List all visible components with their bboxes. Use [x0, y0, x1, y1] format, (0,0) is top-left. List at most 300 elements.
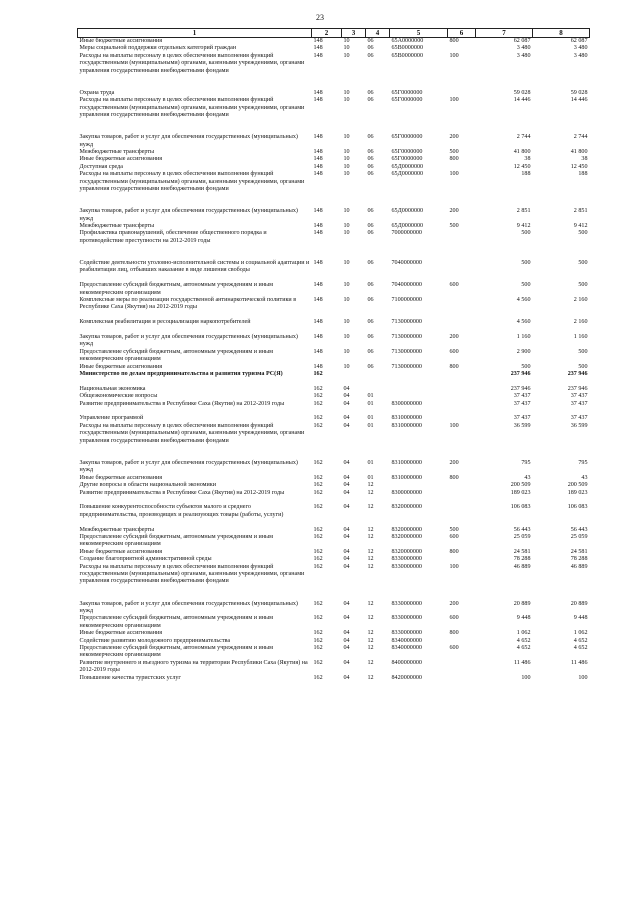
section-cell: 04	[343, 422, 350, 429]
amount-cell: 9 412	[516, 223, 531, 230]
admin-code-cell: 162	[313, 474, 323, 481]
expense-type-cell: 500	[449, 223, 459, 230]
subsection-cell: 06	[367, 171, 374, 178]
amount-cell: 9 448	[516, 615, 531, 622]
amount-cell: 237 946	[567, 371, 588, 378]
amount-cell: 4 560	[516, 319, 531, 326]
target-article-cell: 8330000000	[391, 556, 422, 563]
amount-cell: 237 946	[510, 385, 531, 392]
admin-code-cell: 148	[313, 156, 323, 163]
expense-type-cell	[448, 260, 476, 282]
expense-type-cell: 600	[449, 348, 459, 355]
target-article-cell: 8320000000	[391, 533, 422, 540]
column-header: 3	[342, 29, 366, 38]
section-cell: 10	[343, 297, 350, 304]
row-name-cell: Межбюджетные трансферты	[79, 223, 155, 230]
amount-cell: 2 160	[573, 319, 588, 326]
row-name-cell: Другие вопросы в области национальной экономики	[79, 482, 216, 489]
amount-cell: 59 028	[513, 89, 531, 96]
subsection-cell: 06	[367, 149, 374, 156]
table-row	[78, 630, 590, 637]
amount-cell: 237 946	[510, 371, 531, 378]
amount-cell: 795	[521, 459, 531, 466]
subsection-cell	[366, 386, 390, 393]
row-name-cell: Закупка товаров, работ и услуг для обеспечения государственных (муниципальных) нужд	[79, 459, 298, 474]
subsection-cell: 12	[367, 659, 374, 666]
row-name-cell: Меры социальной поддержки отдельных категорий граждан	[79, 45, 237, 52]
admin-code-cell: 148	[313, 208, 323, 215]
target-article-cell	[390, 371, 448, 386]
row-name-cell: Национальная экономика	[79, 385, 146, 392]
table-row	[78, 45, 590, 52]
amount-cell: 1 160	[516, 334, 531, 341]
amount-cell: 37 437	[570, 393, 588, 400]
section-cell: 10	[343, 38, 350, 44]
table-row	[78, 645, 590, 660]
table-row	[78, 415, 590, 422]
table-row	[78, 282, 590, 297]
row-name-cell: Закупка товаров, работ и услуг для обеспечения государственных (муниципальных) нужд	[79, 208, 298, 222]
amount-cell: 37 437	[513, 393, 531, 400]
subsection-cell: 01	[367, 415, 374, 422]
subsection-cell: 06	[367, 223, 374, 230]
section-cell: 10	[343, 45, 350, 52]
expense-type-cell: 200	[449, 134, 459, 141]
expense-type-cell: 600	[449, 615, 459, 622]
target-article-cell: 7130000000	[391, 348, 422, 355]
section-cell: 04	[343, 474, 350, 481]
row-name-cell: Закупка товаров, работ и услуг для обеспечения государственных (муниципальных) нужд	[79, 334, 298, 348]
budget-table	[77, 28, 590, 682]
amount-cell: 2 900	[516, 348, 531, 355]
amount-cell: 189 023	[510, 489, 531, 496]
amount-cell: 4 652	[573, 644, 588, 651]
admin-code-cell: 148	[313, 97, 323, 104]
row-name-cell: Предоставление субсидий бюджетным, автономным учреждениям и иным некоммерческим организациям	[79, 282, 273, 296]
subsection-cell: 01	[367, 393, 374, 400]
amount-cell: 3 480	[516, 45, 531, 52]
section-cell: 10	[343, 156, 350, 163]
row-name-cell: Предоставление субсидий бюджетным, автономным учреждениям и иным некоммерческим организациям	[79, 533, 273, 548]
expense-type-cell: 100	[449, 563, 459, 570]
target-article-cell: 8310000000	[391, 459, 422, 466]
column-header: 8	[533, 29, 590, 38]
row-name-cell: Закупка товаров, работ и услуг для обеспечения государственных (муниципальных) нужд	[79, 600, 298, 614]
row-name-cell: Повышение качества туристских услуг	[79, 674, 181, 681]
subsection-cell: 06	[367, 97, 374, 104]
row-name-cell: Расходы на выплаты персоналу в целях обеспечения выполнения функций государственными (муниципальными) органами, казенными учреждениями, органами управления государственными внебюджетными фондами	[79, 97, 305, 119]
target-article-cell: 65Г0000000	[391, 97, 423, 104]
expense-type-cell: 800	[449, 630, 459, 637]
table-row	[78, 423, 590, 460]
target-article-cell: 8330000000	[391, 563, 422, 570]
amount-cell: 500	[521, 363, 531, 370]
expense-type-cell	[448, 371, 476, 386]
section-cell: 10	[343, 348, 350, 355]
subsection-cell: 06	[367, 134, 374, 141]
amount-cell: 59 028	[570, 89, 588, 96]
section-cell: 04	[343, 637, 350, 644]
target-article-cell: 65Г0000000	[391, 89, 423, 96]
row-name-cell: Иные бюджетные ассигнования	[79, 38, 163, 44]
section-cell: 10	[343, 319, 350, 326]
amount-cell: 500	[578, 363, 588, 370]
column-header: 5	[390, 29, 448, 38]
expense-type-cell: 500	[449, 526, 459, 533]
subsection-cell: 06	[367, 260, 374, 267]
target-article-cell	[390, 386, 448, 393]
section-cell: 04	[343, 548, 350, 555]
amount-cell: 1 062	[516, 630, 531, 637]
header-row	[78, 29, 590, 38]
expense-type-cell: 200	[449, 208, 459, 215]
section-cell: 04	[343, 400, 350, 407]
section-cell: 04	[343, 600, 350, 607]
expense-type-cell: 800	[449, 363, 459, 370]
amount-cell: 1 062	[573, 630, 588, 637]
amount-cell: 43	[524, 474, 531, 481]
amount-cell: 14 446	[570, 97, 588, 104]
expense-type-cell: 100	[449, 97, 459, 104]
amount-cell: 9 448	[573, 615, 588, 622]
section-cell: 10	[343, 97, 350, 104]
amount-cell: 2 744	[573, 134, 588, 141]
amount-cell: 188	[578, 171, 588, 178]
row-name-cell: Комплексная реабилитация и ресоциализация наркопотребителей	[79, 319, 251, 326]
amount-cell: 41 800	[570, 149, 588, 156]
section-cell: 04	[343, 533, 350, 540]
expense-type-cell	[448, 415, 476, 422]
row-name-cell: Иные бюджетные ассигнования	[79, 630, 163, 637]
admin-code-cell: 162	[313, 459, 323, 466]
amount-cell: 36 599	[570, 422, 588, 429]
expense-type-cell	[448, 230, 476, 260]
admin-code-cell: 148	[313, 149, 323, 156]
subsection-cell: 01	[367, 474, 374, 481]
amount-cell: 2 160	[573, 297, 588, 304]
amount-cell: 24 581	[570, 548, 588, 555]
amount-cell: 100	[521, 674, 531, 681]
row-name-cell: Развитие предпринимательства в Республике Саха (Якутия) на 2012-2019 годы	[79, 400, 285, 407]
section-cell: 10	[343, 149, 350, 156]
admin-code-cell: 148	[313, 282, 323, 289]
expense-type-cell: 100	[449, 52, 459, 59]
row-name-cell: Межбюджетные трансферты	[79, 149, 155, 156]
row-name-cell: Закупка товаров, работ и услуг для обеспечения государственных (муниципальных) нужд	[79, 134, 298, 148]
admin-code-cell: 162	[313, 563, 323, 570]
section-cell: 10	[343, 89, 350, 96]
target-article-cell: 7130000000	[391, 363, 422, 370]
subsection-cell: 12	[367, 615, 374, 622]
row-name-cell: Развитие внутреннего и въездного туризма на территории Республики Саха (Якутия) на 2012-2019 годы	[79, 659, 308, 674]
admin-code-cell: 148	[313, 89, 323, 96]
amount-cell: 37 437	[570, 415, 588, 422]
column-header: 6	[448, 29, 476, 38]
admin-code-cell: 148	[313, 348, 323, 355]
table-row	[78, 97, 590, 134]
subsection-cell: 12	[367, 644, 374, 651]
expense-type-cell	[448, 386, 476, 393]
target-article-cell: 65В0000000	[391, 45, 423, 52]
table-row	[78, 349, 590, 364]
amount-cell: 4 652	[516, 637, 531, 644]
target-article-cell: 8420000000	[391, 674, 422, 681]
target-article-cell: 8400000000	[391, 659, 422, 666]
subsection-cell: 01	[367, 400, 374, 407]
table-row	[78, 134, 590, 149]
subsection-cell: 06	[367, 334, 374, 341]
amount-cell: 500	[578, 348, 588, 355]
section-cell: 04	[343, 504, 350, 511]
table-row	[78, 393, 590, 400]
target-article-cell: 7040000000	[391, 260, 422, 267]
admin-code-cell: 162	[313, 422, 323, 429]
admin-code-cell: 162	[313, 637, 323, 644]
expense-type-cell	[448, 660, 476, 675]
table-row	[78, 504, 590, 526]
table-row	[78, 564, 590, 601]
target-article-cell: 8310000000	[391, 474, 422, 481]
amount-cell: 37 437	[513, 400, 531, 407]
expense-type-cell	[448, 90, 476, 97]
expense-type-cell	[448, 638, 476, 645]
row-name-cell: Содействие деятельности уголовно-исполнительной системы и социальной адаптации и реабилитации лиц, отбывших наказание в виде лишения свободы	[79, 260, 310, 274]
target-article-cell: 8300000000	[391, 489, 422, 496]
expense-type-cell: 800	[449, 548, 459, 555]
amount-cell: 62 087	[570, 38, 588, 44]
expense-type-cell	[448, 504, 476, 526]
row-name-cell: Иные бюджетные ассигнования	[79, 548, 163, 555]
row-name-cell: Развитие предпринимательства в Республике Саха (Якутия) на 2012-2019 годы	[79, 489, 285, 496]
amount-cell: 188	[521, 171, 531, 178]
section-cell: 10	[343, 171, 350, 178]
table-row	[78, 527, 590, 534]
subsection-cell: 12	[367, 637, 374, 644]
column-header: 1	[78, 29, 312, 38]
table-row	[78, 230, 590, 260]
row-name-cell: Предоставление субсидий бюджетным, автономным учреждениям и иным некоммерческим организациям	[79, 615, 273, 629]
subsection-cell: 01	[367, 422, 374, 429]
section-cell: 10	[343, 163, 350, 170]
amount-cell: 4 560	[516, 297, 531, 304]
table-row	[78, 482, 590, 489]
target-article-cell: 7100000000	[391, 297, 422, 304]
page-number: 23	[316, 13, 324, 22]
admin-code-cell: 162	[313, 659, 323, 666]
amount-cell: 500	[578, 230, 588, 237]
table-row	[78, 475, 590, 482]
target-article-cell: 65Д0000000	[391, 171, 424, 178]
amount-cell: 25 059	[570, 533, 588, 540]
subsection-cell: 12	[367, 563, 374, 570]
table-row	[78, 156, 590, 163]
amount-cell: 2 744	[516, 134, 531, 141]
expense-type-cell	[448, 556, 476, 563]
amount-cell: 2 851	[573, 208, 588, 215]
section-cell: 10	[343, 334, 350, 341]
section-cell: 04	[343, 563, 350, 570]
subsection-cell: 12	[367, 533, 374, 540]
expense-type-cell: 200	[449, 600, 459, 607]
subsection-cell: 06	[367, 348, 374, 355]
amount-cell: 20 889	[570, 600, 588, 607]
admin-code-cell: 162	[313, 533, 323, 540]
target-article-cell: 8310000000	[391, 415, 422, 422]
amount-cell: 43	[581, 474, 588, 481]
subsection-cell: 12	[367, 600, 374, 607]
section-cell: 04	[343, 526, 350, 533]
section-cell: 10	[343, 260, 350, 267]
amount-cell: 2 851	[516, 208, 531, 215]
amount-cell: 500	[521, 230, 531, 237]
admin-code-cell: 162	[313, 630, 323, 637]
amount-cell: 12 450	[570, 163, 588, 170]
subsection-cell: 06	[367, 230, 374, 237]
amount-cell: 20 889	[513, 600, 531, 607]
subsection-cell: 06	[367, 45, 374, 52]
section-cell: 04	[343, 674, 350, 681]
expense-type-cell	[448, 393, 476, 400]
row-name-cell: Расходы на выплаты персоналу в целях обеспечения выполнения функций государственными (муниципальными) органами, казенными учреждениями, органами управления государственными внебюджетными фондами	[79, 422, 305, 444]
table-row	[78, 53, 590, 90]
expense-type-cell	[448, 297, 476, 319]
row-name-cell: Межбюджетные трансферты	[79, 526, 155, 533]
subsection-cell: 12	[367, 630, 374, 637]
section-cell: 04	[343, 615, 350, 622]
admin-code-cell: 162	[313, 393, 323, 400]
row-name-cell: Иные бюджетные ассигнования	[79, 156, 163, 163]
amount-cell: 46 889	[570, 563, 588, 570]
amount-cell: 4 652	[516, 644, 531, 651]
expense-type-cell	[448, 319, 476, 334]
subsection-cell	[366, 371, 390, 386]
admin-code-cell: 148	[313, 297, 323, 304]
amount-cell: 37 437	[570, 400, 588, 407]
target-article-cell: 8310000000	[391, 422, 422, 429]
section-cell: 04	[343, 630, 350, 637]
admin-code-cell: 162	[313, 548, 323, 555]
section-cell: 10	[343, 223, 350, 230]
expense-type-cell	[448, 482, 476, 489]
amount-cell: 12 450	[513, 163, 531, 170]
admin-code-cell: 148	[313, 163, 323, 170]
subsection-cell: 06	[367, 297, 374, 304]
amount-cell: 24 581	[513, 548, 531, 555]
row-name-cell: Иные бюджетные ассигнования	[79, 363, 163, 370]
table-row	[78, 460, 590, 475]
amount-cell: 78 288	[513, 556, 531, 563]
table-body	[78, 38, 590, 683]
subsection-cell: 12	[367, 489, 374, 496]
amount-cell: 78 288	[570, 556, 588, 563]
amount-cell: 500	[521, 260, 531, 267]
target-article-cell: 8330000000	[391, 615, 422, 622]
amount-cell: 3 480	[573, 45, 588, 52]
target-article-cell: 8340000000	[391, 637, 422, 644]
admin-code-cell: 162	[313, 371, 323, 378]
amount-cell: 189 023	[567, 489, 588, 496]
section-cell: 04	[343, 556, 350, 563]
amount-cell: 11 486	[570, 659, 588, 666]
admin-code-cell: 162	[313, 385, 323, 392]
admin-code-cell: 148	[313, 260, 323, 267]
target-article-cell: 65Д0000000	[391, 208, 424, 215]
admin-code-cell: 162	[313, 482, 323, 489]
target-article-cell: 65Г0000000	[391, 134, 423, 141]
admin-code-cell: 148	[313, 134, 323, 141]
admin-code-cell: 148	[313, 230, 323, 237]
expense-type-cell	[448, 164, 476, 171]
target-article-cell: 65Д0000000	[391, 163, 424, 170]
subsection-cell: 12	[367, 556, 374, 563]
expense-type-cell: 600	[449, 644, 459, 651]
row-name-cell: Предоставление субсидий бюджетным, автономным учреждениям и иным некоммерческим организациям	[79, 644, 273, 659]
amount-cell: 38	[524, 156, 531, 163]
expense-type-cell: 600	[449, 282, 459, 289]
column-header: 7	[476, 29, 533, 38]
section-cell: 10	[343, 230, 350, 237]
section-cell: 04	[343, 659, 350, 666]
table-row	[78, 401, 590, 416]
row-name-cell: Профилактика правонарушений, обеспечение общественного порядка и противодействие преступности на 2012-2019 годы	[79, 230, 267, 244]
expense-type-cell: 200	[449, 459, 459, 466]
subsection-cell: 12	[367, 548, 374, 555]
row-name-cell: Расходы на выплаты персоналу в целях обеспечения выполнения функций государственными (муниципальными) органами, казенными учреждениями, органами управления государственными внебюджетными фондами	[79, 171, 305, 193]
target-article-cell: 7040000000	[391, 282, 422, 289]
expense-type-cell	[448, 45, 476, 52]
expense-type-cell	[448, 401, 476, 416]
row-name-cell: Расходы на выплаты персоналу в целях обеспечения выполнения функций государственными (муниципальными) органами, казенными учреждениями, органами управления государственными внебюджетными фондами	[79, 563, 305, 585]
table-row	[78, 208, 590, 223]
expense-type-cell	[448, 490, 476, 505]
expense-type-cell: 500	[449, 149, 459, 156]
section-cell: 10	[343, 363, 350, 370]
row-name-cell: Управление программой	[79, 415, 144, 422]
expense-type-cell	[448, 675, 476, 682]
expense-type-cell: 800	[449, 474, 459, 481]
target-article-cell: 65В0000000	[391, 52, 423, 59]
section-cell: 10	[343, 208, 350, 215]
table-row	[78, 549, 590, 556]
amount-cell: 200 509	[510, 482, 531, 489]
target-article-cell	[390, 482, 448, 489]
admin-code-cell: 162	[313, 526, 323, 533]
subsection-cell: 06	[367, 89, 374, 96]
amount-cell: 200 509	[567, 482, 588, 489]
row-name-cell: Повышение конкурентоспособности субъектов малого и среднего предпринимательства, производящих и реализующих товары (работы, услуги)	[79, 504, 284, 518]
admin-code-cell: 162	[313, 644, 323, 651]
subsection-cell: 06	[367, 52, 374, 59]
amount-cell: 62 087	[513, 38, 531, 44]
row-name-cell: Создание благоприятной административной среды	[79, 556, 212, 563]
amount-cell: 41 800	[513, 149, 531, 156]
amount-cell: 795	[578, 459, 588, 466]
expense-type-cell: 800	[449, 38, 459, 44]
subsection-cell: 12	[367, 504, 374, 511]
subsection-cell: 06	[367, 163, 374, 170]
table-row	[78, 534, 590, 549]
admin-code-cell: 148	[313, 334, 323, 341]
target-article-cell: 65А0000000	[391, 38, 424, 44]
amount-cell: 4 652	[573, 637, 588, 644]
table-row	[78, 490, 590, 505]
section-cell: 04	[343, 644, 350, 651]
admin-code-cell: 162	[313, 600, 323, 607]
target-article-cell: 8320000000	[391, 548, 422, 555]
section-cell: 04	[343, 415, 350, 422]
table-row	[78, 319, 590, 334]
amount-cell: 106 083	[510, 504, 531, 511]
